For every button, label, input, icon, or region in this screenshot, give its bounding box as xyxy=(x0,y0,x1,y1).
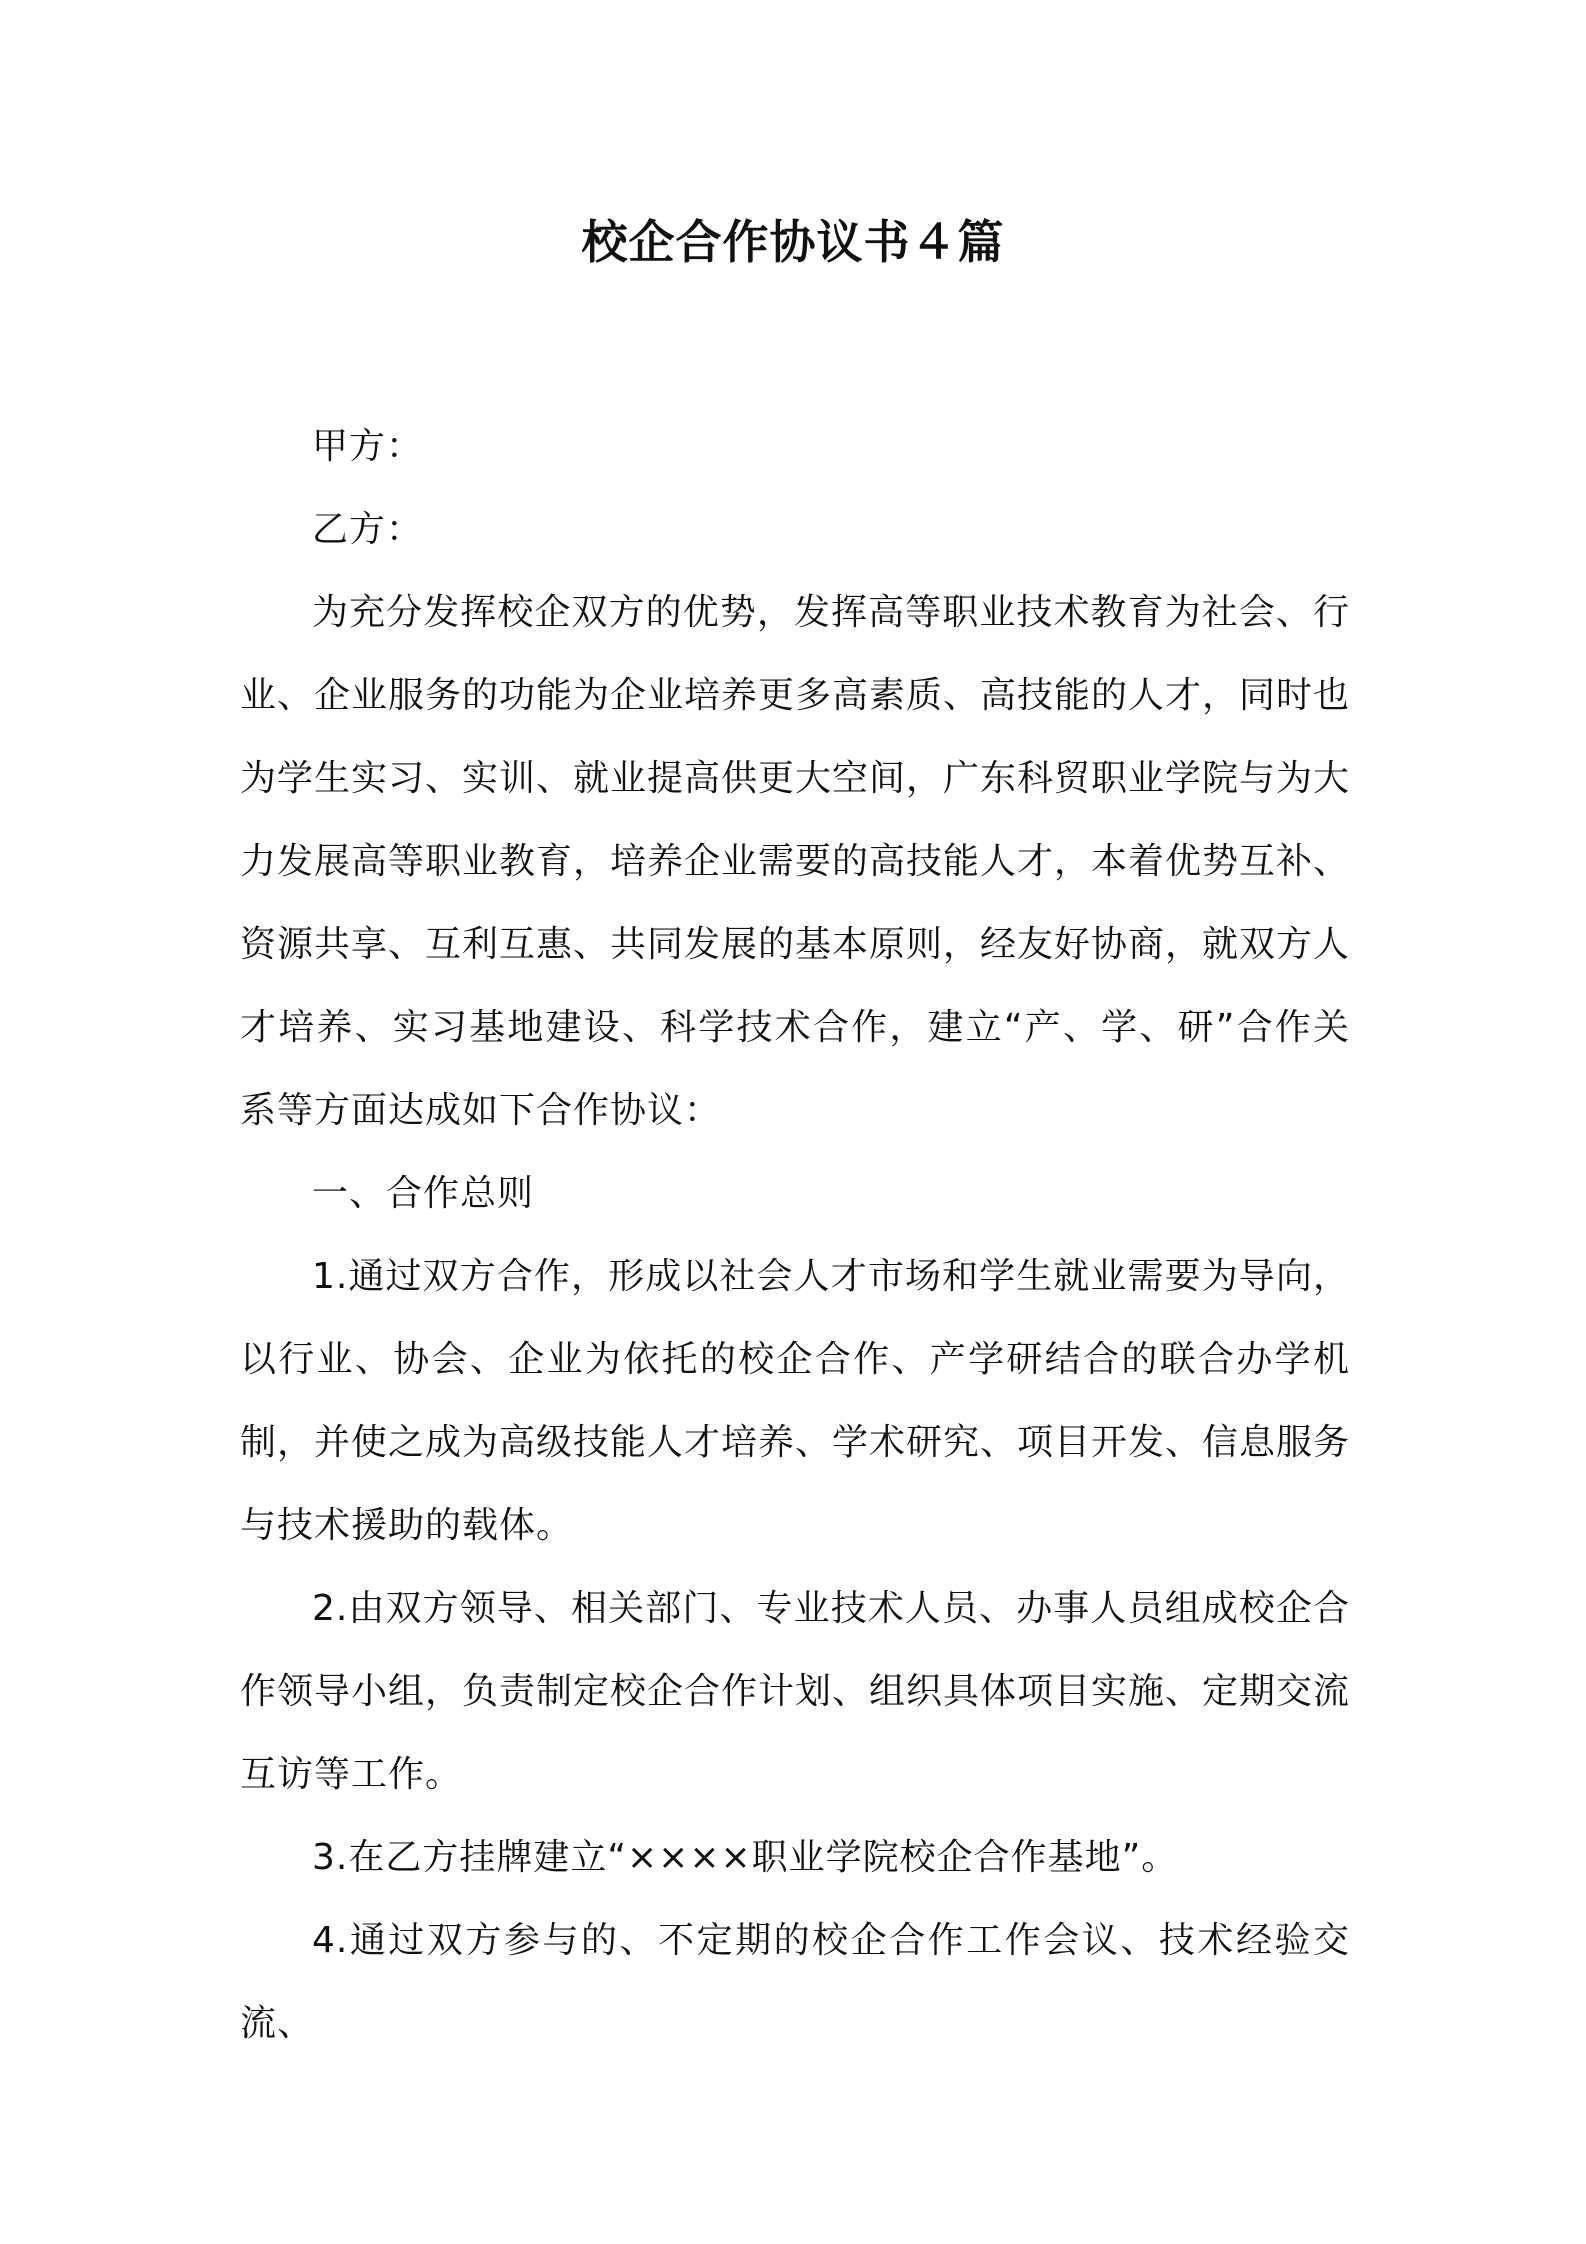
intro-paragraph: 为充分发挥校企双方的优势，发挥高等职业技术教育为社会、行业、企业服务的功能为企业培养更多高素质、高技能的人才，同时也为学生实习、实训、就业提高供更大空间，广东科贸职业学院与为大力发展高等职业教育，培养企业需要的高技能人才，本着优势互补、资源共享、互利互惠、共同发展的基本原则，经友好协商，就双方人才培养、实习基地建设、科学技术合作，建立“产、学、研”合作关系等方面达成如下合作协议： xyxy=(240,592,1351,1131)
party-a-line: 甲方： xyxy=(312,426,424,467)
clause-2: 2.由双方领导、相关部门、专业技术人员、办事人员组成校企合作领导小组，负责制定校企合作计划、组织具体项目实施、定期交流互访等工作。 xyxy=(240,1588,1351,1795)
section-heading: 一、合作总则 xyxy=(312,1173,535,1214)
clause-3: 3.在乙方挂牌建立“××××职业学院校企合作基地”。 xyxy=(312,1837,1179,1878)
clause-4: 4.通过双方参与的、不定期的校企合作工作会议、技术经验交流、 xyxy=(240,1920,1350,2044)
party-b-line: 乙方： xyxy=(312,509,424,550)
document-body xyxy=(240,405,1350,2065)
document-title: 校企合作协议书４篇 xyxy=(581,215,1005,269)
clause-1: 1.通过双方合作，形成以社会人才市场和学生就业需要为导向，以行业、协会、企业为依托的校企合作、产学研结合的联合办学机制，并使之成为高级技能人才培养、学术研究、项目开发、信息服务与技术援助的载体。 xyxy=(240,1256,1351,1546)
